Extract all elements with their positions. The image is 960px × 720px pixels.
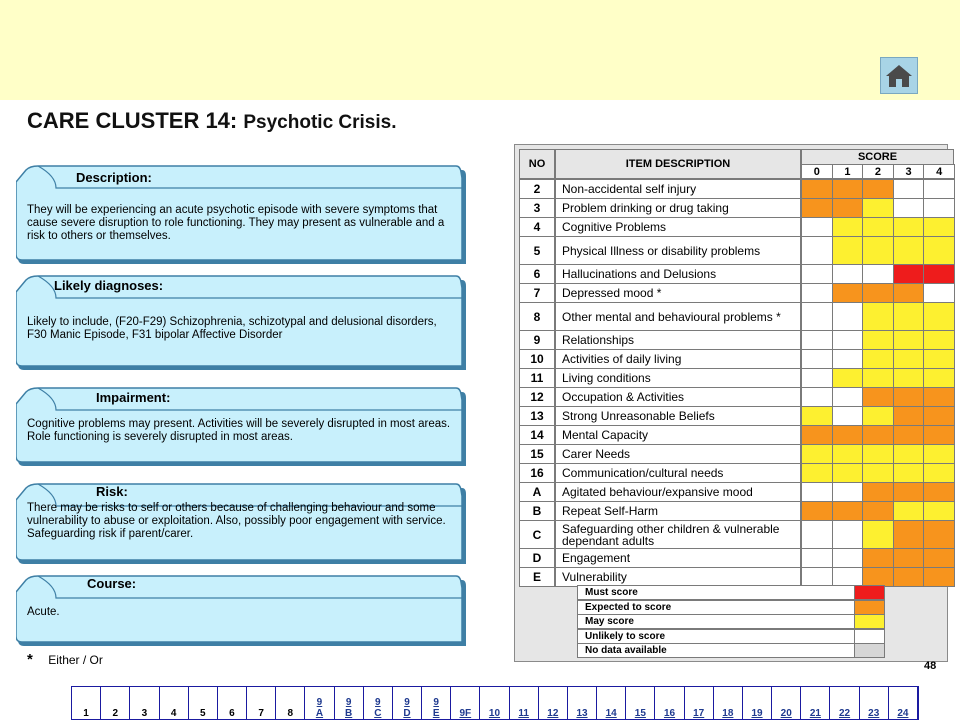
row-number: 11	[519, 368, 555, 388]
score-cell	[832, 387, 864, 407]
nav-link-label: 23	[868, 708, 880, 719]
score-table-panel	[514, 144, 948, 662]
score-cell	[862, 520, 894, 549]
score-cell	[893, 368, 925, 388]
nav-link-label: 1	[83, 708, 89, 719]
row-item-description: Activities of daily living	[555, 349, 801, 369]
score-cell	[801, 302, 833, 331]
score-cell	[893, 406, 925, 426]
score-cell	[832, 444, 864, 464]
score-cell	[923, 330, 955, 350]
score-cell	[832, 302, 864, 331]
score-cell	[832, 264, 864, 284]
nav-link-label: 4	[170, 708, 177, 719]
impairment-body: Cognitive problems may present. Activities will be severely disrupted in most areas. Role functioning is severely disrupted in most areas.	[27, 418, 451, 443]
score-cell	[862, 406, 894, 426]
score-cell	[893, 501, 925, 521]
nav-link-21[interactable]	[801, 687, 830, 719]
footnote-text: Either / Or	[48, 653, 103, 667]
nav-link-5[interactable]	[189, 687, 218, 719]
row-item-description: Problem drinking or drug taking	[555, 198, 801, 218]
score-cell	[893, 198, 925, 218]
row-item-description: Other mental and behavioural problems *	[555, 302, 801, 331]
row-number: 8	[519, 302, 555, 331]
score-cell	[923, 198, 955, 218]
course-body: Acute.	[27, 606, 60, 618]
page-number: 48	[924, 660, 937, 672]
nav-link-23[interactable]	[860, 687, 889, 719]
nav-link-label: 12	[547, 708, 559, 719]
nav-link-8[interactable]	[276, 687, 305, 719]
column-header-item-description: ITEM DESCRIPTION	[555, 149, 801, 179]
nav-link-label: 9E	[432, 697, 440, 719]
score-cell	[832, 520, 864, 549]
score-level-header: 0	[801, 164, 833, 179]
nav-link-label: 9B	[345, 697, 353, 719]
score-cell	[832, 425, 864, 445]
score-cell	[862, 349, 894, 369]
row-number: 16	[519, 463, 555, 483]
score-cell	[893, 444, 925, 464]
nav-link-label: 17	[693, 708, 705, 719]
risk-body: There may be risks to self or others because of challenging behaviour and some vulnerability to abuse or exploitation. Also, possibly poor engagement with service. Safeguarding risk if parent/carer.	[27, 502, 446, 540]
score-cell	[862, 387, 894, 407]
nav-link-label: 3	[141, 708, 148, 719]
score-cell	[923, 501, 955, 521]
nav-link-9e[interactable]	[422, 687, 451, 719]
score-cell	[801, 444, 833, 464]
score-cell	[923, 349, 955, 369]
legend-swatch	[854, 585, 885, 600]
row-number: 10	[519, 349, 555, 369]
score-cell	[893, 387, 925, 407]
nav-link-11[interactable]	[510, 687, 539, 719]
row-item-description: Communication/cultural needs	[555, 463, 801, 483]
legend-label: Unlikely to score	[577, 629, 855, 644]
score-cell	[923, 236, 955, 265]
legend-swatch	[854, 629, 885, 644]
score-cell	[801, 283, 833, 303]
score-cell	[862, 330, 894, 350]
row-number: 2	[519, 179, 555, 199]
nav-link-label: 20	[780, 708, 792, 719]
nav-link-22[interactable]	[830, 687, 859, 719]
nav-link-label: 5	[199, 708, 206, 719]
score-cell	[832, 501, 864, 521]
score-cell	[862, 264, 894, 284]
nav-link-14[interactable]	[597, 687, 626, 719]
score-cell	[801, 548, 833, 568]
score-cell	[832, 406, 864, 426]
row-number: 4	[519, 217, 555, 237]
nav-link-label: 15	[634, 708, 646, 719]
diagnoses-heading: Likely diagnoses:	[54, 278, 164, 293]
score-cell	[923, 425, 955, 445]
page-title	[27, 108, 397, 134]
score-cell	[801, 482, 833, 502]
footnote	[27, 651, 103, 668]
row-number: 9	[519, 330, 555, 350]
score-cell	[893, 264, 925, 284]
slide-navigation-bar	[71, 686, 919, 720]
legend-label: No data available	[577, 643, 855, 658]
column-header-score: SCORE	[801, 149, 954, 165]
score-cell	[862, 179, 894, 199]
nav-link-13[interactable]	[568, 687, 597, 719]
row-item-description: Agitated behaviour/expansive mood	[555, 482, 801, 502]
row-number: 12	[519, 387, 555, 407]
risk-card	[16, 476, 468, 568]
nav-link-label: 14	[605, 708, 617, 719]
score-level-header: 4	[923, 164, 955, 179]
score-cell	[893, 217, 925, 237]
score-cell	[801, 330, 833, 350]
score-cell	[862, 283, 894, 303]
nav-link-label: 9F	[459, 708, 472, 719]
score-cell	[832, 368, 864, 388]
score-cell	[862, 567, 894, 587]
score-level-header: 1	[832, 164, 864, 179]
nav-link-3[interactable]	[130, 687, 159, 719]
score-cell	[893, 520, 925, 549]
score-cell	[801, 264, 833, 284]
score-cell	[923, 283, 955, 303]
home-button[interactable]	[880, 57, 918, 94]
nav-link-label: 9A	[315, 697, 324, 719]
row-item-description: Cognitive Problems	[555, 217, 801, 237]
row-number: B	[519, 501, 555, 521]
nav-link-9a[interactable]	[305, 687, 334, 719]
nav-link-9b[interactable]	[335, 687, 364, 719]
legend-swatch	[854, 600, 885, 615]
top-banner	[0, 0, 960, 100]
score-cell	[801, 425, 833, 445]
course-card	[16, 568, 468, 650]
score-cell	[832, 482, 864, 502]
score-cell	[801, 387, 833, 407]
nav-link-17[interactable]	[685, 687, 714, 719]
nav-link-15[interactable]	[626, 687, 655, 719]
title-sub: Psychotic Crisis.	[243, 112, 397, 133]
score-cell	[862, 368, 894, 388]
score-cell	[862, 198, 894, 218]
score-cell	[923, 567, 955, 587]
row-item-description: Depressed mood *	[555, 283, 801, 303]
score-cell	[862, 236, 894, 265]
score-cell	[832, 463, 864, 483]
score-cell	[801, 198, 833, 218]
nav-link-1[interactable]	[72, 687, 101, 719]
score-cell	[862, 444, 894, 464]
diagnoses-body: Likely to include, (F20-F29) Schizophrenia, schizotypal and delusional disorders, F30 Manic Episode, F31 bipolar Affective Disorder	[27, 316, 437, 341]
score-cell	[893, 302, 925, 331]
score-cell	[801, 463, 833, 483]
row-number: 5	[519, 236, 555, 265]
score-cell	[832, 179, 864, 199]
score-cell	[923, 463, 955, 483]
title-main: CARE CLUSTER 14:	[27, 108, 238, 133]
row-item-description: Vulnerability	[555, 567, 801, 587]
nav-link-label: 11	[518, 708, 529, 719]
legend-label: May score	[577, 614, 855, 629]
score-cell	[801, 349, 833, 369]
legend-label: Must score	[577, 585, 855, 600]
row-item-description: Safeguarding other children & vulnerable dependant adults	[555, 520, 801, 549]
nav-link-label: 9C	[374, 697, 382, 719]
description-heading: Description:	[76, 170, 152, 185]
course-heading: Course:	[87, 576, 137, 591]
row-number: C	[519, 520, 555, 549]
row-item-description: Non-accidental self injury	[555, 179, 801, 199]
score-cell	[923, 387, 955, 407]
nav-link-9c[interactable]	[364, 687, 393, 719]
row-item-description: Strong Unreasonable Beliefs	[555, 406, 801, 426]
score-cell	[862, 217, 894, 237]
score-cell	[923, 406, 955, 426]
asterisk-symbol: *	[27, 651, 33, 668]
score-cell	[893, 482, 925, 502]
row-item-description: Relationships	[555, 330, 801, 350]
row-number: 13	[519, 406, 555, 426]
score-cell	[893, 463, 925, 483]
score-cell	[832, 198, 864, 218]
score-cell	[832, 349, 864, 369]
nav-link-19[interactable]	[743, 687, 772, 719]
nav-link-2[interactable]	[101, 687, 130, 719]
score-level-header: 2	[862, 164, 894, 179]
nav-link-9f[interactable]	[451, 687, 480, 719]
score-cell	[801, 567, 833, 587]
row-number: 3	[519, 198, 555, 218]
score-cell	[862, 501, 894, 521]
row-number: A	[519, 482, 555, 502]
score-cell	[801, 236, 833, 265]
score-cell	[801, 179, 833, 199]
nav-link-label: 9D	[403, 697, 411, 719]
score-cell	[832, 330, 864, 350]
score-cell	[832, 283, 864, 303]
nav-link-label: 24	[897, 708, 909, 719]
diagnoses-card	[16, 268, 468, 374]
score-cell	[862, 482, 894, 502]
legend-swatch	[854, 643, 885, 658]
nav-link-label: 7	[258, 708, 264, 719]
row-item-description: Living conditions	[555, 368, 801, 388]
score-cell	[893, 330, 925, 350]
score-cell	[923, 482, 955, 502]
column-header-no: NO	[519, 149, 555, 179]
score-cell	[832, 217, 864, 237]
nav-link-label: 10	[488, 708, 501, 719]
score-cell	[923, 368, 955, 388]
nav-link-label: 2	[112, 708, 119, 719]
nav-link-6[interactable]	[218, 687, 247, 719]
home-icon	[881, 58, 917, 93]
score-cell	[801, 520, 833, 549]
nav-link-label: 13	[576, 708, 588, 719]
description-card	[16, 158, 468, 268]
nav-link-10[interactable]	[480, 687, 509, 719]
score-cell	[801, 501, 833, 521]
score-cell	[801, 406, 833, 426]
row-number: 6	[519, 264, 555, 284]
score-cell	[893, 179, 925, 199]
score-cell	[923, 520, 955, 549]
nav-link-label: 21	[809, 708, 821, 719]
legend-label: Expected to score	[577, 600, 855, 615]
score-cell	[923, 548, 955, 568]
row-item-description: Engagement	[555, 548, 801, 568]
nav-link-9d[interactable]	[393, 687, 422, 719]
row-item-description: Mental Capacity	[555, 425, 801, 445]
score-cell	[893, 425, 925, 445]
score-cell	[862, 548, 894, 568]
row-item-description: Carer Needs	[555, 444, 801, 464]
description-body: They will be experiencing an acute psychotic episode with severe symptoms that cause severe disruption to role functioning. They may present as vulnerable and a risk to others or themselves.	[27, 204, 445, 242]
nav-link-label: 19	[751, 708, 763, 719]
score-cell	[862, 302, 894, 331]
row-item-description: Repeat Self-Harm	[555, 501, 801, 521]
score-cell	[893, 349, 925, 369]
nav-link-18[interactable]	[714, 687, 743, 719]
row-number: D	[519, 548, 555, 568]
score-cell	[832, 567, 864, 587]
nav-link-4[interactable]	[160, 687, 189, 719]
nav-link-label: 18	[722, 708, 734, 719]
row-item-description: Hallucinations and Delusions	[555, 264, 801, 284]
row-number: 7	[519, 283, 555, 303]
score-cell	[893, 236, 925, 265]
nav-link-20[interactable]	[772, 687, 801, 719]
row-item-description: Occupation & Activities	[555, 387, 801, 407]
row-number: E	[519, 567, 555, 587]
score-cell	[923, 179, 955, 199]
score-cell	[832, 548, 864, 568]
score-cell	[923, 264, 955, 284]
nav-link-label: 22	[838, 708, 851, 719]
score-cell	[923, 444, 955, 464]
score-cell	[801, 368, 833, 388]
nav-link-12[interactable]	[539, 687, 568, 719]
risk-heading: Risk:	[96, 484, 128, 499]
score-cell	[862, 463, 894, 483]
nav-link-label: 8	[287, 708, 294, 719]
impairment-card	[16, 380, 468, 470]
legend-swatch	[854, 614, 885, 629]
nav-link-24[interactable]	[889, 687, 918, 719]
row-number: 14	[519, 425, 555, 445]
score-cell	[832, 236, 864, 265]
row-number: 15	[519, 444, 555, 464]
score-cell	[862, 425, 894, 445]
score-cell	[923, 302, 955, 331]
score-cell	[893, 567, 925, 587]
nav-link-16[interactable]	[655, 687, 684, 719]
score-cell	[801, 217, 833, 237]
score-cell	[893, 548, 925, 568]
nav-link-label: 16	[663, 708, 676, 719]
nav-link-label: 6	[229, 708, 235, 719]
nav-link-7[interactable]	[247, 687, 276, 719]
impairment-heading: Impairment:	[96, 390, 171, 405]
row-item-description: Physical Illness or disability problems	[555, 236, 801, 265]
score-cell	[923, 217, 955, 237]
score-level-header: 3	[893, 164, 925, 179]
score-cell	[893, 283, 925, 303]
